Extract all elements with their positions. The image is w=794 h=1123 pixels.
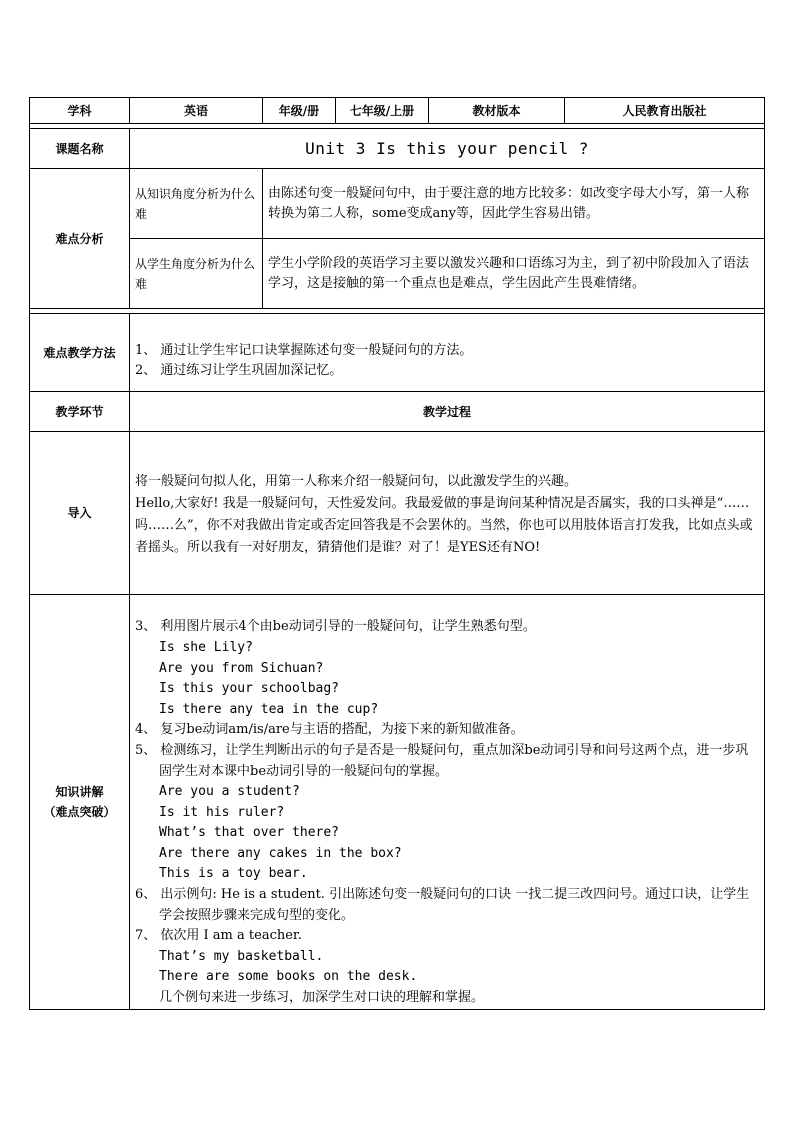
example-sentence: What’s that over there? (159, 825, 340, 841)
process-header-row (30, 392, 765, 432)
student-angle-label: 从学生角度分析为什么难 (130, 239, 263, 309)
subject-value: 英语 (130, 98, 263, 124)
example-sentence: Are there any cakes in the box? (159, 845, 402, 861)
knowledge-angle-label: 从知识角度分析为什么难 (130, 169, 263, 239)
example-sentence: This is a toy bear. (159, 866, 308, 882)
topic-row (30, 129, 765, 169)
example-sentence: That’s my basketball. (159, 948, 324, 964)
subject-label: 学科 (30, 98, 130, 124)
difficulty-label: 难点分析 (30, 169, 130, 309)
intro-content (130, 432, 765, 595)
knowledge-item-5: 5、 检测练习，让学生判断出示的句子是否是一般疑问句，重点加深be动词引导和问号这两个点，进一步巩固学生对本课中be动词引导的一般疑问句的掌握。 (135, 742, 749, 779)
example-sentence: Are you a student? (159, 784, 300, 800)
topic-label: 课题名称 (30, 129, 130, 169)
edition-label: 教材版本 (429, 98, 565, 124)
example-sentence: Is she Lily? (159, 639, 253, 655)
knowledge-sublabel: （难点突破） (43, 805, 116, 819)
header-row (30, 98, 765, 124)
topic-value: Unit 3 Is this your pencil ? (130, 129, 765, 169)
grade-label: 年级/册 (263, 98, 336, 124)
knowledge-closing: 几个例句来进一步练习，加深学生对口诀的理解和掌握。 (159, 990, 485, 1006)
example-sentence: Are you from Sichuan? (159, 660, 324, 676)
knowledge-item-3: 3、 利用图片展示4个由be动词引导的一般疑问句，让学生熟悉句型。 (135, 619, 536, 635)
grade-value: 七年级/上册 (336, 98, 429, 124)
intro-line: Hello,大家好! 我是一般疑问句，天性爱发问。我最爱做的事是询问某种情况是否属实，我的口头禅是“……吗……么”，你不对我做出肯定或否定回答我是不会罢休的。当然，你也可以用肢体语言打发我，比如点头或者摇头。所以我有一对好朋友，猜猜他们是谁？对了！是YES还有NO! (135, 496, 753, 555)
knowledge-row (30, 595, 765, 1010)
knowledge-item-7: 7、 依次用 I am a teacher. (135, 928, 302, 944)
difficulty-student-row (30, 239, 765, 309)
example-sentence: Is it his ruler? (159, 804, 285, 820)
knowledge-label: 知识讲解 (55, 785, 104, 799)
knowledge-item-6: 6、 出示例句: He is a student. 引出陈述句变一般疑问句的口诀 一找二提三改四问号。通过口诀，让学生学会按照步骤来完成句型的变化。 (135, 887, 750, 923)
knowledge-angle-text: 由陈述句变一般疑问句中，由于要注意的地方比较多：如改变字母大小写，第一人称转换为第二人称，some变成any等，因此学生容易出错。 (263, 169, 765, 239)
process-label: 教学过程 (130, 392, 765, 432)
method-row (30, 314, 765, 392)
method-content (130, 314, 765, 392)
process-stage-label: 教学环节 (30, 392, 130, 432)
lesson-plan-table (29, 97, 765, 1010)
intro-row (30, 432, 765, 595)
difficulty-knowledge-row (30, 169, 765, 239)
edition-value: 人民教育出版社 (565, 98, 765, 124)
knowledge-content (130, 595, 765, 1010)
method-item: 2、 通过练习让学生巩固加深记忆。 (135, 363, 343, 378)
method-item: 1、 通过让学生牢记口诀掌握陈述句变一般疑问句的方法。 (135, 343, 473, 358)
method-label: 难点教学方法 (30, 314, 130, 392)
student-angle-text: 学生小学阶段的英语学习主要以激发兴趣和口语练习为主，到了初中阶段加入了语法学习，这是接触的第一个重点也是难点，学生因此产生畏难情绪。 (263, 239, 765, 309)
knowledge-item-4: 4、 复习be动词am/is/are与主语的搭配，为接下来的新知做准备。 (135, 722, 524, 738)
example-sentence: Is there any tea in the cup? (159, 701, 379, 717)
knowledge-label-cell (30, 595, 130, 1010)
intro-line: 将一般疑问句拟人化，用第一人称来介绍一般疑问句，以此激发学生的兴趣。 (135, 474, 578, 489)
intro-label: 导入 (30, 432, 130, 595)
example-sentence: There are some books on the desk. (159, 969, 418, 985)
example-sentence: Is this your schoolbag? (159, 681, 340, 697)
